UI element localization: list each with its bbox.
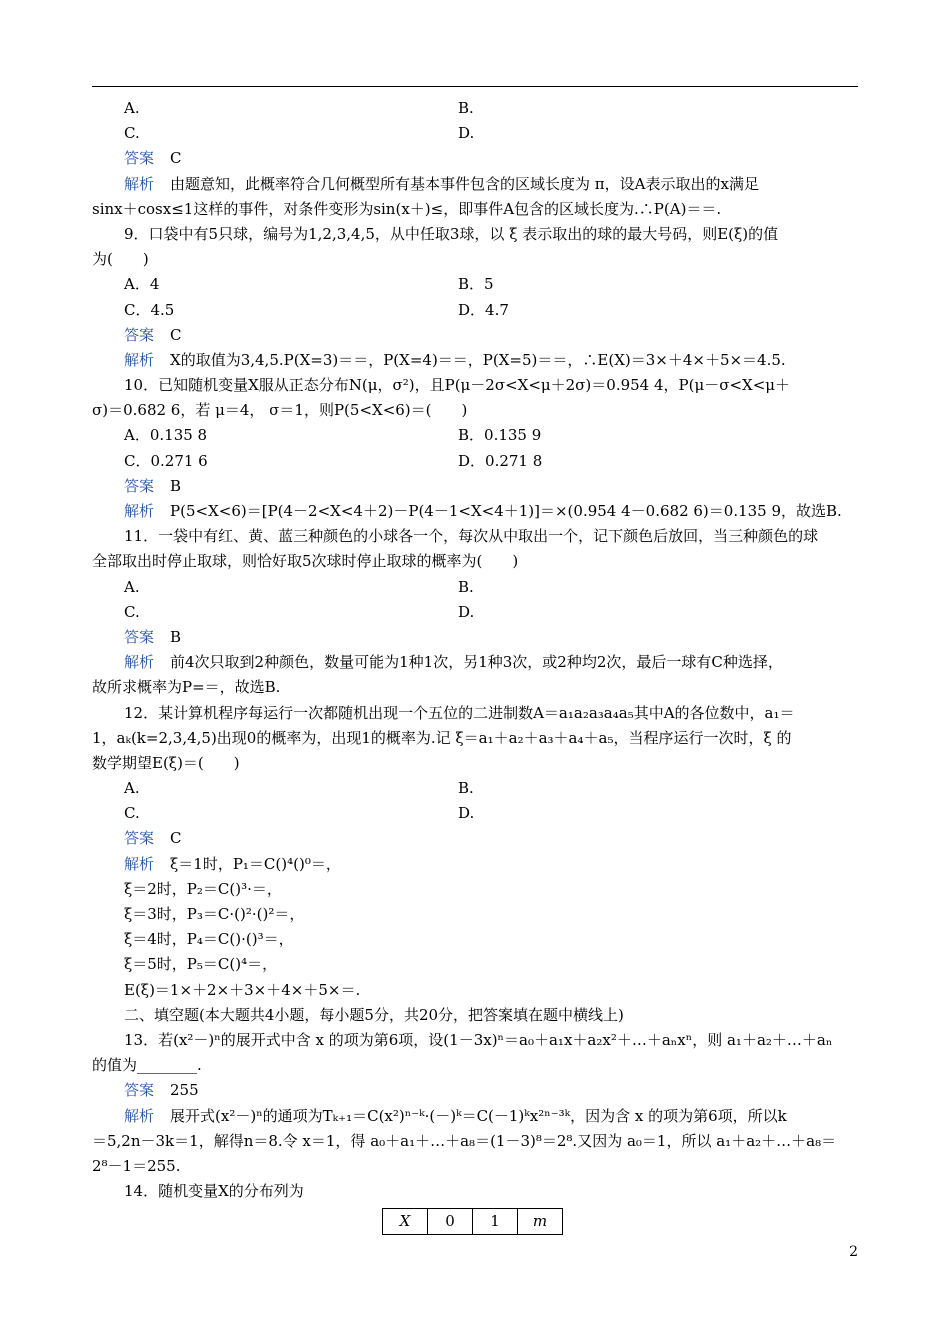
q12-options-row-2: [92, 801, 858, 826]
q11-stem-cont: 全部取出时停止取球，则恰好取5次球时停止取球的概率为( ): [92, 552, 519, 571]
option-a: A.: [124, 779, 140, 798]
option-b: B．5: [458, 275, 494, 294]
q12-analysis-line: ξ＝3时，P₃＝C·()²·()²＝，: [124, 905, 305, 923]
q11-analysis: 解析 前4次只取到2种颜色，数量可能为1种1次，另1种3次，或2种均2次，最后一球有C种选择，: [124, 653, 783, 672]
q12-analysis-line: E(ξ)＝1×＋2×＋3×＋4×＋5×＝.: [124, 980, 361, 999]
q10-analysis: 解析 P(5<X<6)＝[P(4－2<X<4＋2)－P(4－1<X<4＋1)]＝×(0.954 4－0.682 6)＝0.135 9，故选B.: [124, 502, 842, 520]
q13-stem: 13．若(x²－)ⁿ的展开式中含 x 的项为第6项，设(1－3x)ⁿ＝a₀＋a₁x＋a₂x²＋…＋aₙxⁿ，则 a₁＋a₂＋…＋aₙ: [124, 1030, 833, 1049]
q10-stem: 10．已知随机变量X服从正态分布N(μ，σ²)，且P(μ－2σ<X<μ＋2σ)＝0.954 4，P(μ－σ<X<μ＋: [124, 376, 791, 395]
table-cell: X: [383, 1209, 428, 1235]
q10-answer: 答案 B: [124, 476, 182, 495]
table-cell: 1: [473, 1209, 518, 1235]
q9-analysis: 解析 X的取值为3,4,5.P(X=3)＝＝，P(X=4)＝＝，P(X=5)＝＝，∴E(X)＝3×＋4×＋5×＝4.5.: [124, 350, 786, 369]
q13-analysis: 解析 展开式(x²－)ⁿ的通项为Tₖ₊₁＝C(x²)ⁿ⁻ᵏ·(－)ᵏ＝C(－1)ᵏx²ⁿ⁻³ᵏ，因为含 x 的项为第6项，所以k: [124, 1106, 787, 1125]
section-heading: 二、填空题(本大题共4小题，每小题5分，共20分，把答案填在题中横线上): [124, 1005, 624, 1024]
header-rule: [92, 86, 858, 87]
q10-stem-cont: σ)＝0.682 6，若 μ＝4， σ＝1，则P(5<X<6)＝( ): [92, 401, 468, 420]
q9-stem: 9．口袋中有5只球，编号为1,2,3,4,5，从中任取3球，以 ξ 表示取出的球的最大号码，则E(ξ)的值: [124, 224, 779, 243]
q12-answer: 答案 C: [124, 829, 182, 848]
option-c: C．4.5: [124, 300, 175, 319]
q12-analysis-line: ξ＝5时，P₅＝C()⁴＝，: [124, 955, 278, 974]
q9-stem-cont: 为( ): [92, 250, 149, 269]
q12-stem: 12．某计算机程序每运行一次都随机出现一个五位的二进制数A＝a₁a₂a₃a₄a₅其中A的各位数中，a₁＝: [124, 703, 795, 722]
q12-analysis: 解析 ξ＝1时，P₁＝C()⁴()⁰＝，: [124, 854, 341, 873]
option-c: C.: [124, 804, 140, 823]
table-cell: 0: [428, 1209, 473, 1235]
q11-options-row-1: [92, 575, 858, 600]
option-a: A.: [124, 99, 140, 117]
q14-stem: 14．随机变量X的分布列为: [124, 1182, 304, 1201]
option-d: D．4.7: [458, 300, 509, 319]
distribution-table: [382, 1208, 563, 1235]
q8-analysis-cont: sinx＋cosx≤1这样的事件，对条件变形为sin(x＋)≤，即事件A包含的区域长度为.∴P(A)＝＝.: [92, 199, 722, 218]
option-a: A．0.135 8: [124, 426, 208, 445]
option-b: B.: [458, 99, 474, 117]
table-row: [383, 1209, 563, 1235]
option-d: D.: [458, 602, 475, 621]
q8-options-row-1: [92, 96, 858, 121]
table-cell: m: [518, 1209, 563, 1235]
q11-stem: 11．一袋中有红、黄、蓝三种颜色的小球各一个，每次从中取出一个，记下颜色后放回，当三种颜色的球: [124, 527, 819, 546]
document-body: [92, 96, 858, 1235]
q9-options-row-2: [92, 298, 858, 323]
q12-options-row-1: [92, 776, 858, 801]
q9-options-row-1: [92, 272, 858, 297]
option-b: B.: [458, 779, 474, 798]
option-c: C.: [124, 124, 140, 143]
q8-answer: 答案 C: [124, 149, 182, 168]
option-d: D.: [458, 124, 475, 143]
q13-analysis-cont-2: 2⁸－1＝255.: [92, 1156, 181, 1175]
q12-stem-cont-2: 数学期望E(ξ)＝( ): [92, 753, 240, 772]
q10-options-row-2: [92, 449, 858, 474]
q12-stem-cont: 1，aₖ(k=2,3,4,5)出现0的概率为，出现1的概率为.记 ξ＝a₁＋a₂＋a₃＋a₄＋a₅，当程序运行一次时，ξ 的: [92, 728, 792, 747]
option-d: D.: [458, 804, 475, 823]
q13-analysis-cont: ＝5,2n－3k＝1，解得n＝8.令 x＝1，得 a₀＋a₁＋…＋a₈＝(1－3)⁸＝2⁸.又因为 a₀＝1，所以 a₁＋a₂＋…＋a₈＝: [92, 1131, 837, 1150]
q11-analysis-cont: 故所求概率为P=＝，故选B.: [92, 678, 281, 697]
q10-options-row-1: [92, 423, 858, 448]
q8-analysis: 解析 由题意知，此概率符合几何概型所有基本事件包含的区域长度为 π，设A表示取出的x满足: [124, 174, 759, 193]
q9-answer: 答案 C: [124, 325, 182, 344]
option-a: A．4: [124, 275, 160, 294]
q11-answer: 答案 B: [124, 627, 182, 646]
option-b: B．0.135 9: [458, 426, 542, 445]
q12-analysis-line: ξ＝2时，P₂＝C()³·＝，: [124, 879, 282, 898]
page-number: 2: [849, 1244, 858, 1260]
q13-answer: 答案 255: [124, 1081, 199, 1100]
q8-options-row-2: [92, 121, 858, 146]
option-c: C.: [124, 602, 140, 621]
q11-options-row-2: [92, 600, 858, 625]
option-a: A.: [124, 577, 140, 596]
q12-analysis-line: ξ＝4时，P₄＝C()·()³＝，: [124, 930, 294, 949]
option-d: D．0.271 8: [458, 451, 543, 470]
option-c: C．0.271 6: [124, 451, 208, 470]
q13-stem-cont: 的值为________.: [92, 1056, 202, 1075]
option-b: B.: [458, 577, 474, 596]
